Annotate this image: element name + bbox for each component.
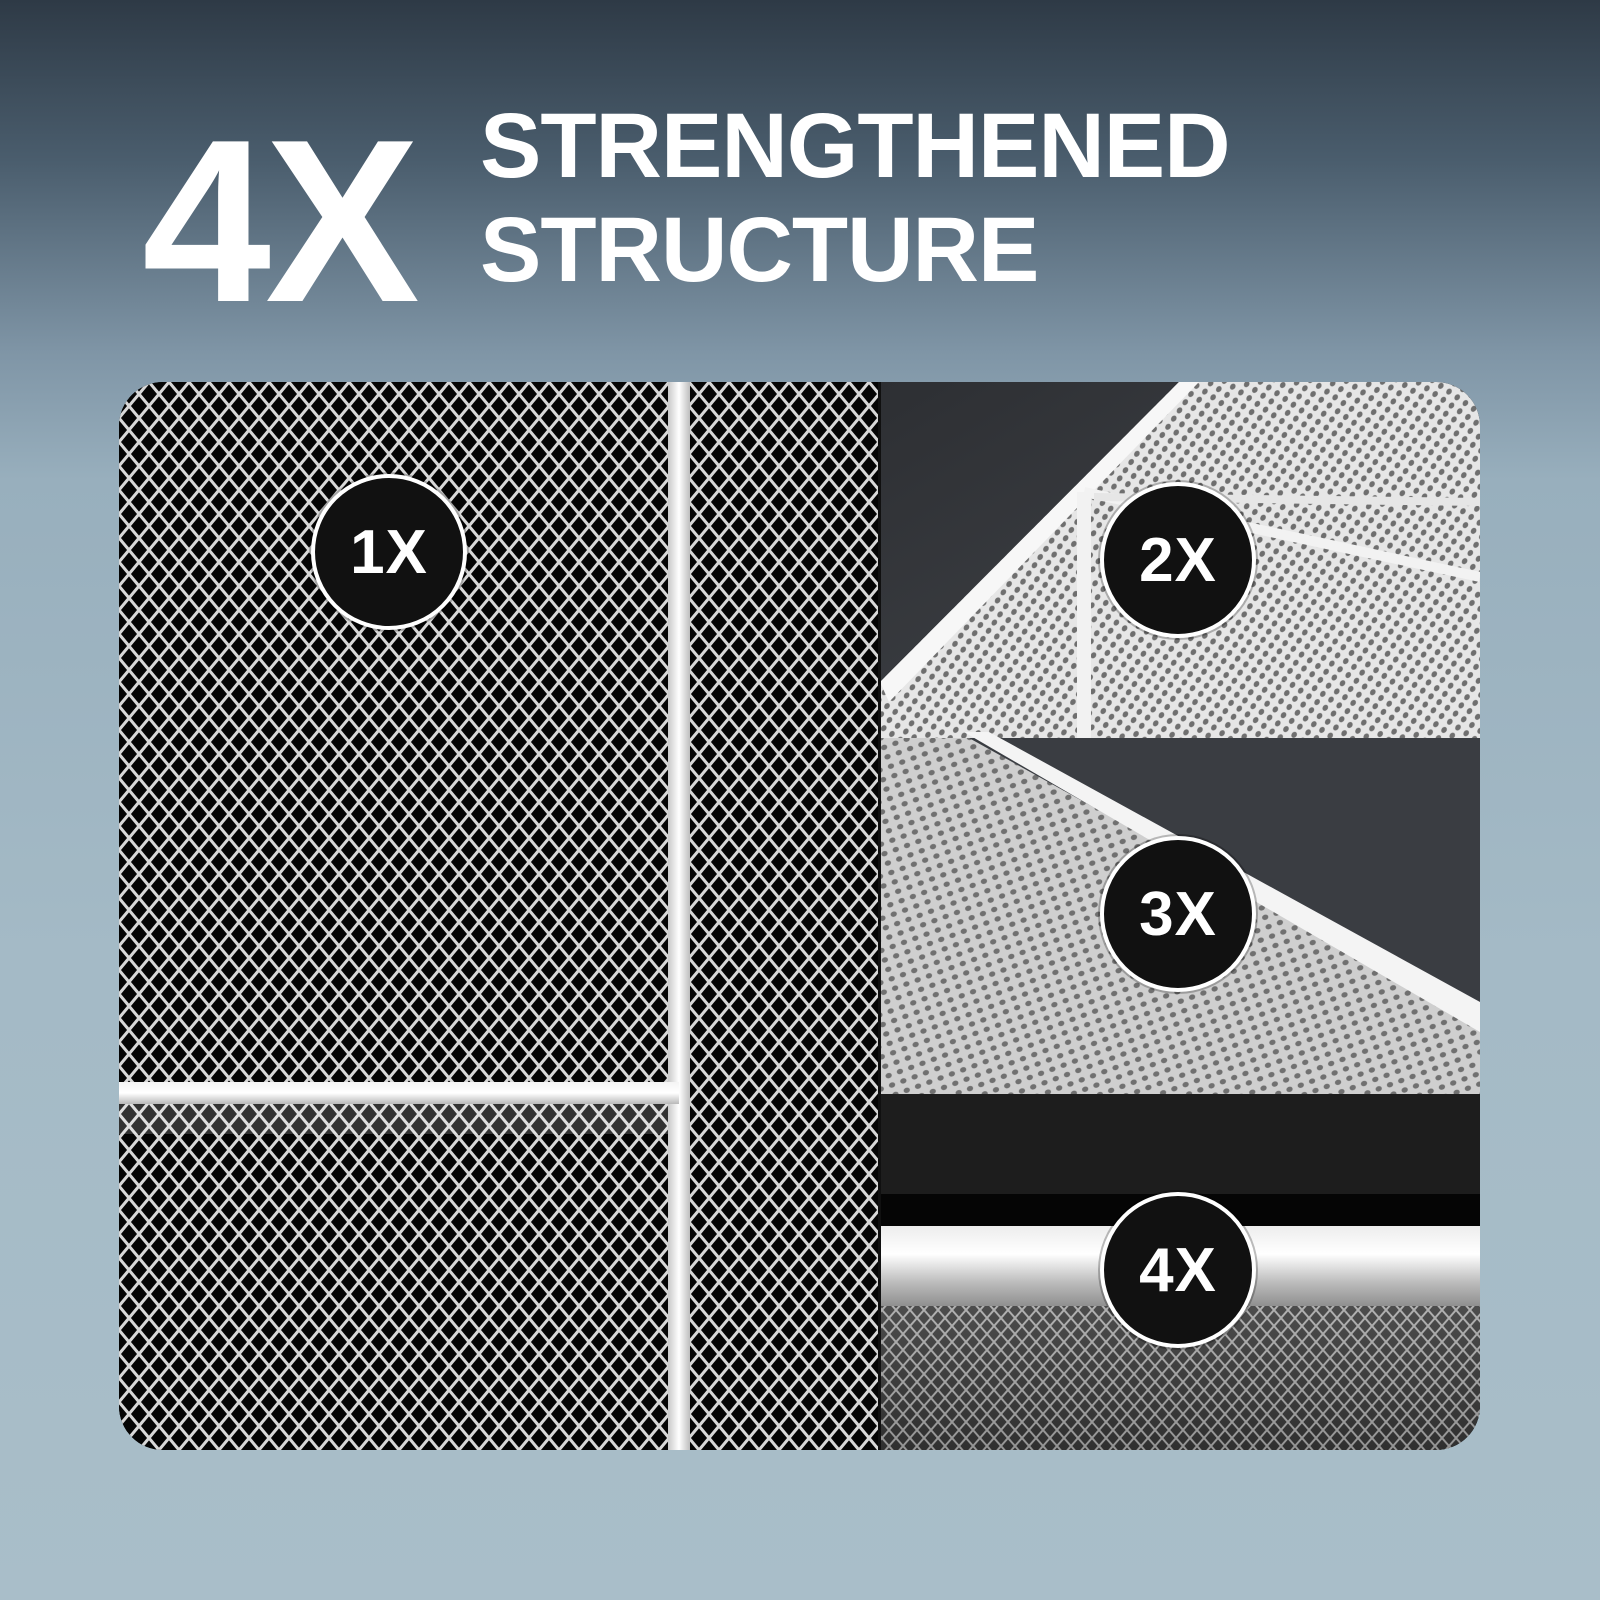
headline bbox=[142, 80, 1342, 351]
badge-2x-label: 2X bbox=[1139, 525, 1217, 595]
mesh-comparison-panel bbox=[119, 382, 1480, 1450]
badge-4x bbox=[1100, 1192, 1256, 1348]
headline-line-1: STRENGTHENED bbox=[480, 95, 1230, 197]
badge-3x-label: 3X bbox=[1139, 879, 1217, 949]
headline-label bbox=[480, 94, 1230, 302]
headline-line-2: STRUCTURE bbox=[480, 199, 1039, 301]
badge-3x bbox=[1100, 836, 1256, 992]
mesh-1x bbox=[119, 382, 880, 1450]
headline-multiplier: 4X bbox=[142, 92, 414, 351]
horizontal-rail bbox=[119, 1082, 679, 1104]
badge-2x bbox=[1100, 482, 1256, 638]
badge-1x-label: 1X bbox=[350, 517, 428, 587]
vertical-rail bbox=[668, 382, 690, 1450]
badge-1x bbox=[311, 474, 467, 630]
badge-4x-label: 4X bbox=[1139, 1235, 1217, 1305]
